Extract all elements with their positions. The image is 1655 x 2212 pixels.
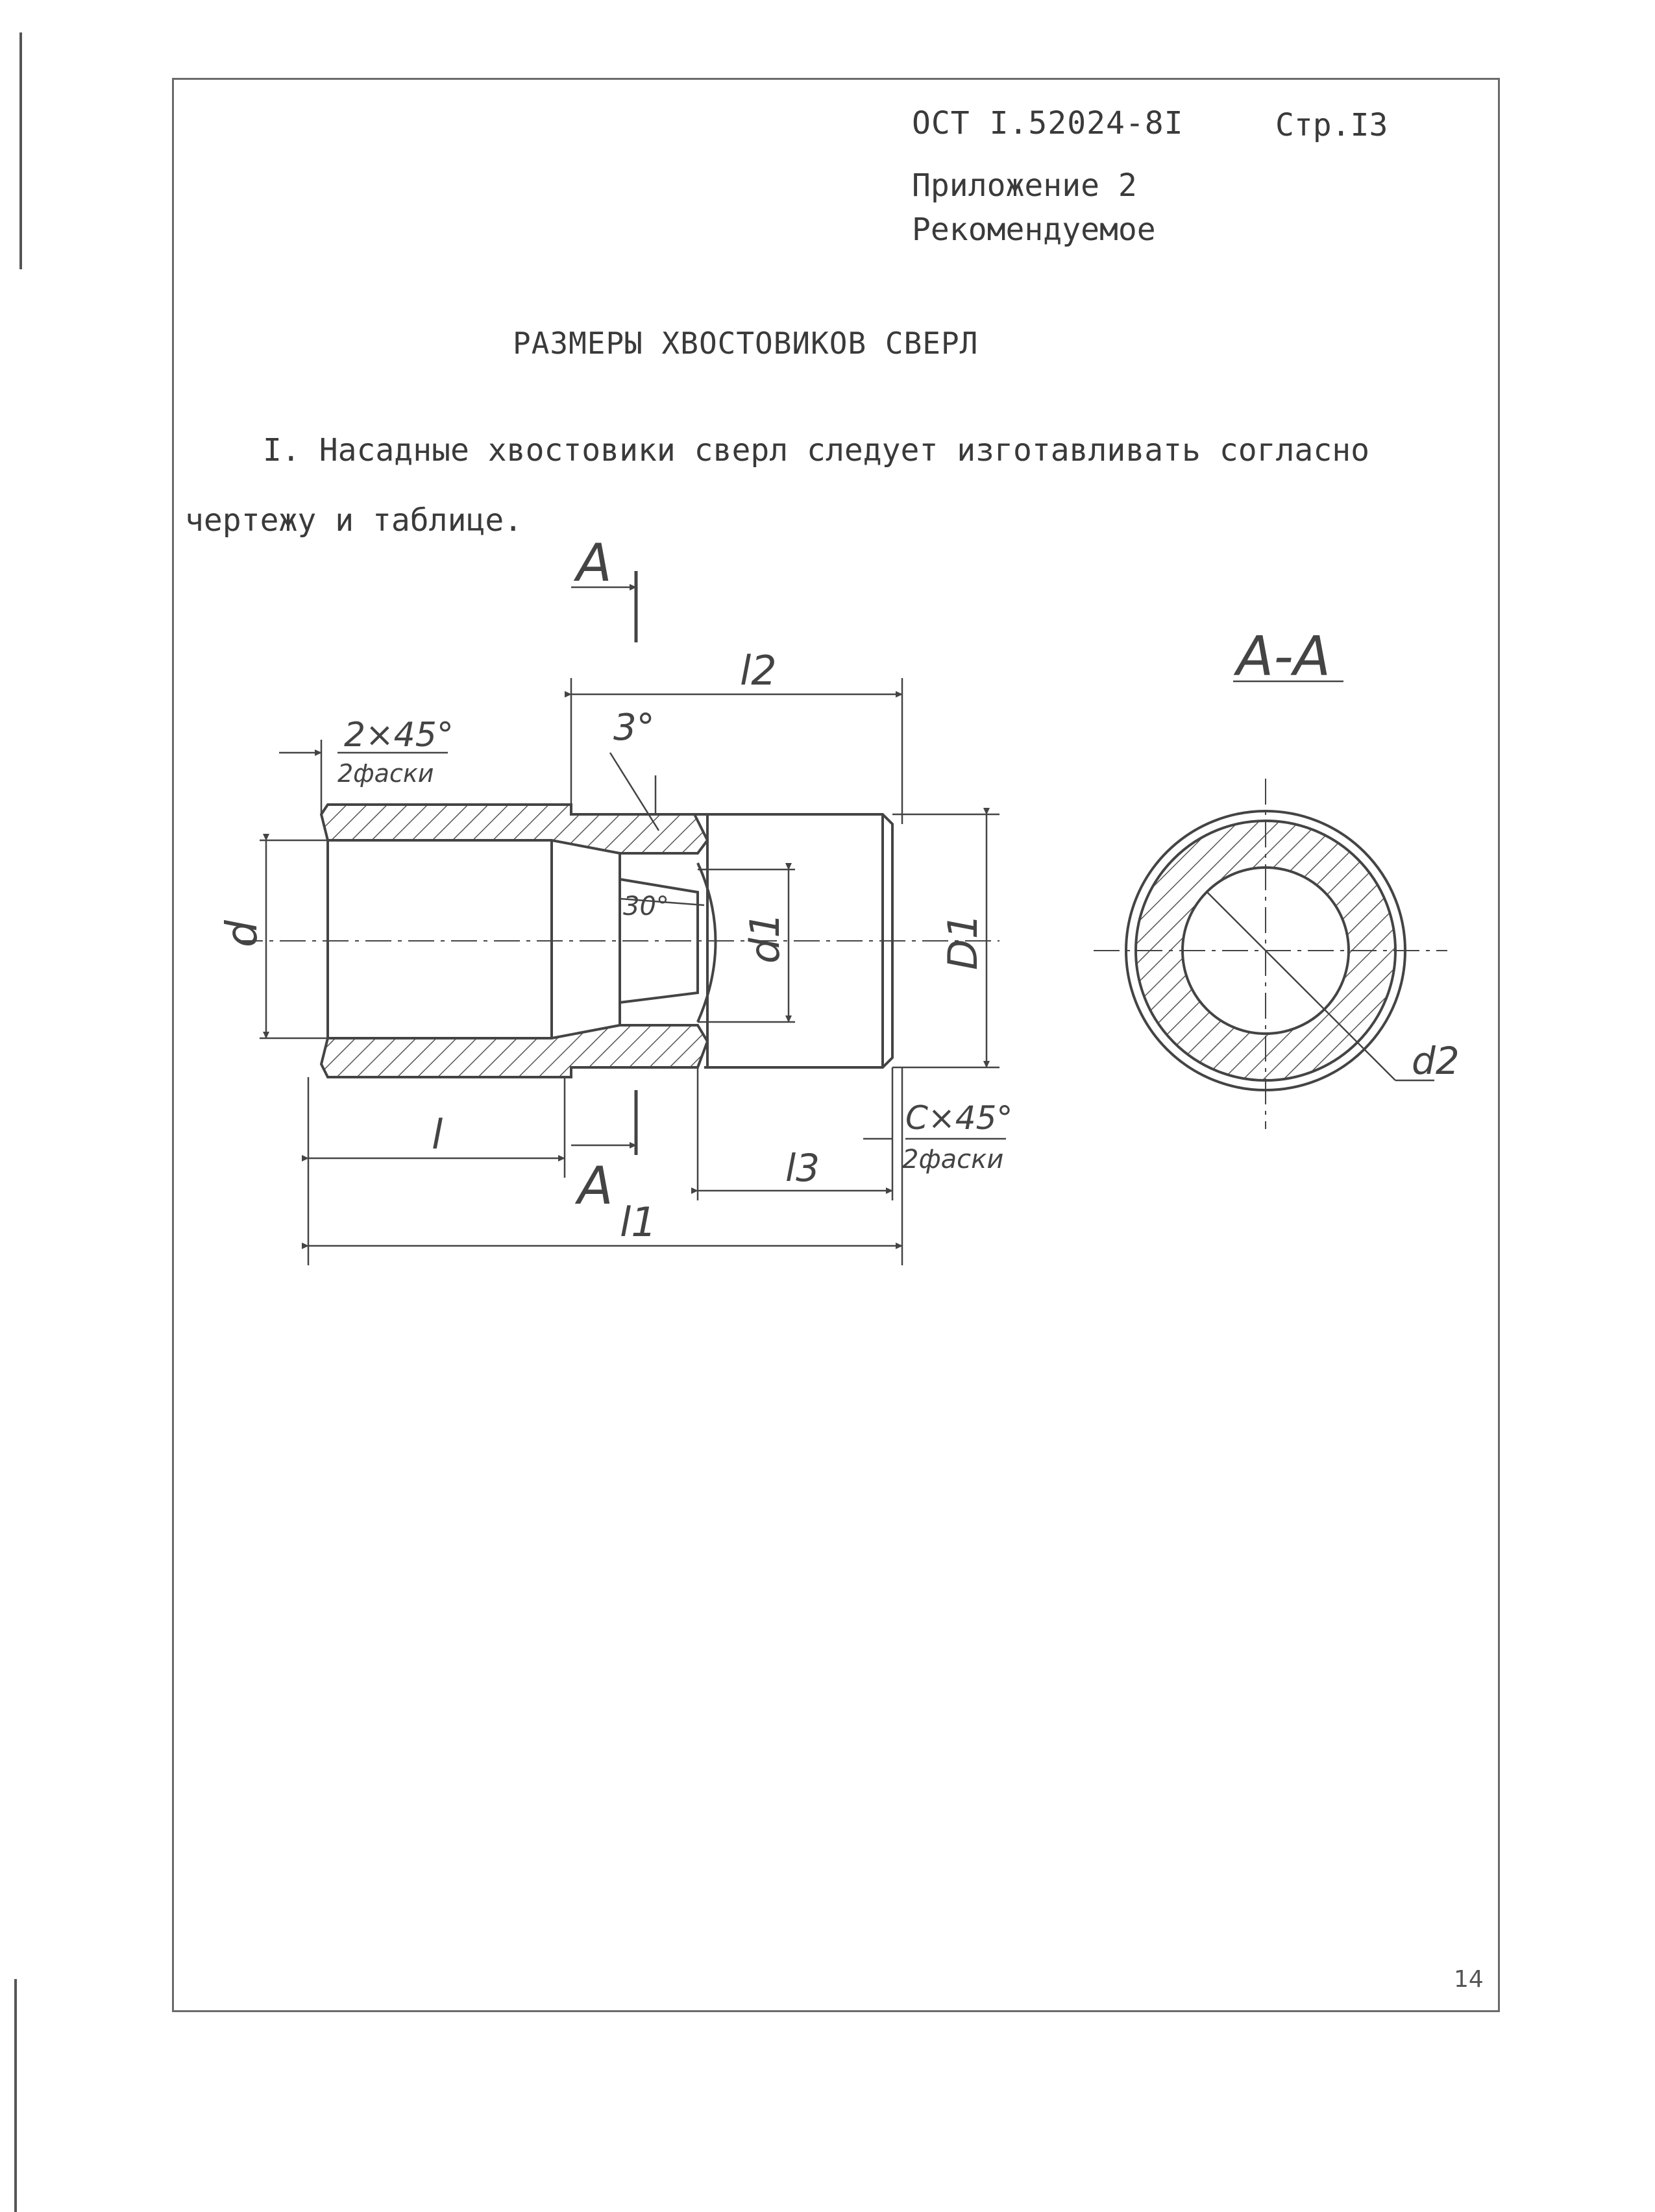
angle-cone-label: 30° <box>623 892 669 921</box>
page-label: Стр.I3 <box>1275 107 1388 143</box>
section-mark-top: A <box>576 533 612 593</box>
bottom-wall-section <box>321 1025 707 1077</box>
dim-D1-label: D1 <box>939 913 987 970</box>
section-view-title: A-A <box>1236 624 1331 688</box>
dim-l3-label: l3 <box>785 1146 820 1190</box>
body-paragraph: I. Насадные хвостовики сверл следует изготавливать согласно чертежу и таблице. <box>185 432 1370 539</box>
appendix-number: Приложение 2 <box>912 167 1137 204</box>
dim-d1-label: d1 <box>741 912 789 964</box>
dim-l1-label: l1 <box>620 1198 657 1246</box>
dim-l-label: l <box>432 1111 443 1158</box>
page-number: 14 <box>1454 1966 1484 1993</box>
chamfer-left-note: 2фаски <box>337 759 434 788</box>
top-wall-section <box>321 805 707 853</box>
longitudinal-section <box>237 805 999 1077</box>
appendix-status: Рекомендуемое <box>912 212 1156 248</box>
section-mark-bottom: A <box>578 1156 613 1216</box>
section-title: РАЗМЕРЫ ХВОСТОВИКОВ СВЕРЛ <box>513 326 979 361</box>
dim-d-label: d <box>217 920 267 947</box>
chamfer-left-label: 2×45° <box>344 716 454 755</box>
chamfer-right-note: 2фаски <box>902 1145 1004 1174</box>
document-code: ОСТ I.52024-8I <box>912 105 1184 141</box>
cross-section-view <box>1094 779 1447 1129</box>
angle-small-label: 3° <box>613 707 655 749</box>
dim-l2-label: l2 <box>740 647 777 694</box>
chamfer-right-label: C×45° <box>905 1099 1013 1137</box>
dim-d2-label: d2 <box>1412 1039 1460 1083</box>
